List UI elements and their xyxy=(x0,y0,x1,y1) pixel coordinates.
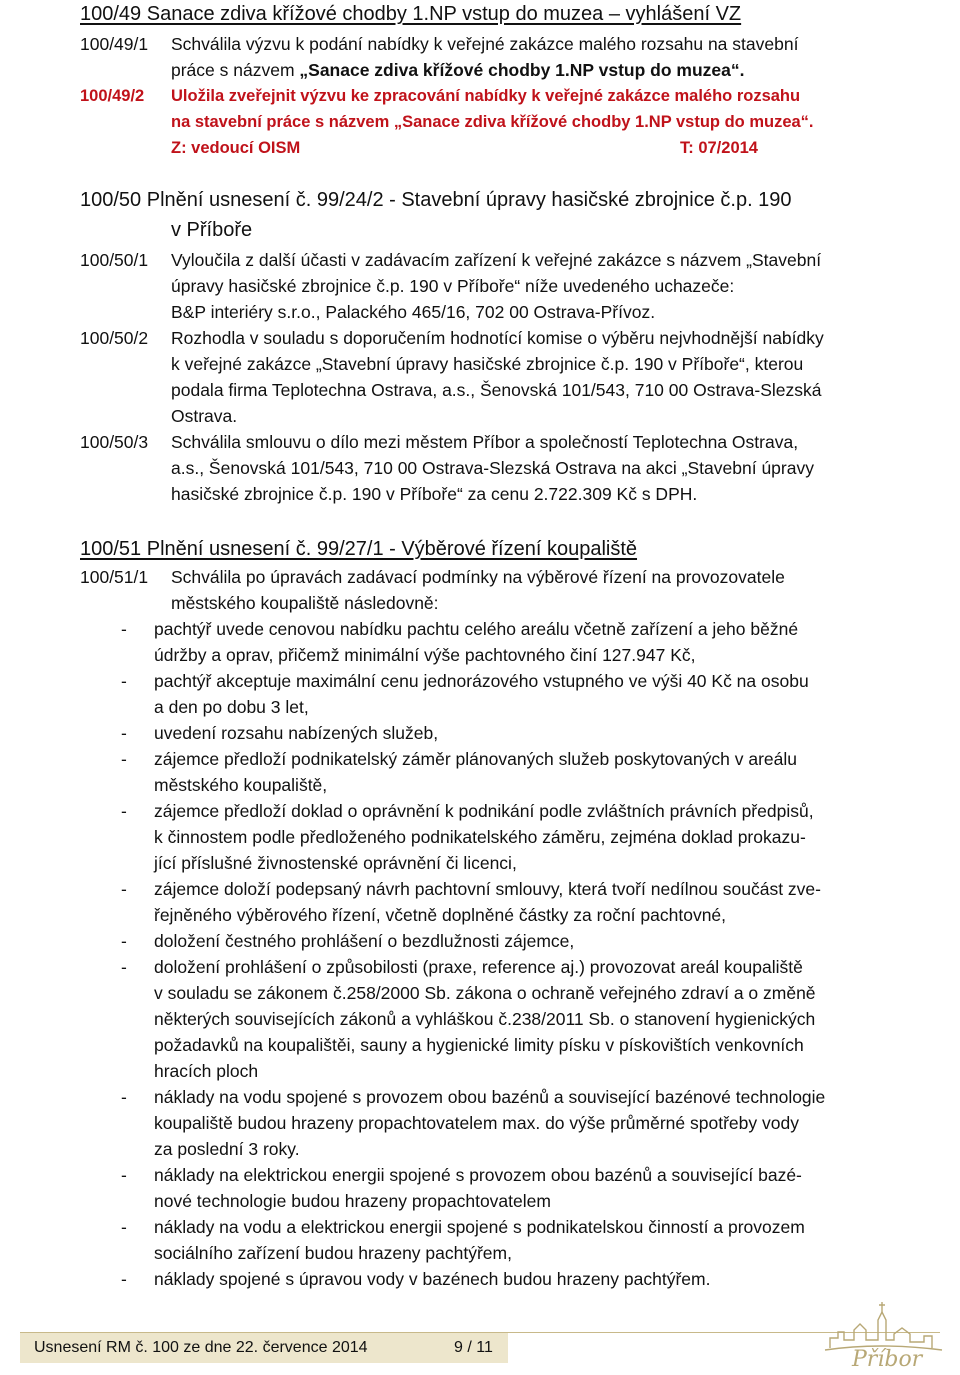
list-item-dash: - xyxy=(121,749,127,769)
item-text-100-50-2-line1: Rozhodla v souladu s doporučením hodnotící komise o výběru nejvhodnější nabídky xyxy=(171,328,824,348)
item-text-100-51-1-line1: Schválila po úpravách zadávací podmínky na výběrové řízení na provozovatele xyxy=(171,567,785,587)
town-silhouette-icon xyxy=(820,1290,950,1370)
list-item-text: nové technologie budou hrazeny propachtovatelem xyxy=(154,1191,551,1211)
item-number-100-50-1: 100/50/1 xyxy=(80,250,149,270)
list-item-text: a den po dobu 3 let, xyxy=(154,697,309,717)
list-item-text: náklady na elektrickou energii spojené s provozem obou bazénů a související bazé- xyxy=(154,1165,802,1185)
list-item-text: náklady na vodu a elektrickou energii spojené s podnikatelskou činností a provozem xyxy=(154,1217,805,1237)
section-title-100-49: 100/49 Sanace zdiva křížové chodby 1.NP vstup do muzea – vyhlášení VZ xyxy=(80,3,742,25)
list-item-text: k činnostem podle předloženého podnikatelského záměru, zejména doklad prokazu- xyxy=(154,827,806,847)
list-item-text: řejněného výběrového řízení, včetně doplněné částky za roční pachtovné, xyxy=(154,905,727,925)
list-item-dash: - xyxy=(121,879,127,899)
responsible-person: Z: vedoucí OISM xyxy=(171,139,301,157)
list-item-text: požadavků na koupalištěi, sauny a hygienické limity písku v pískovištích venkovních xyxy=(154,1035,804,1055)
item-text-100-50-3-line2: a.s., Šenovská 101/543, 710 00 Ostrava-Slezská Ostrava na akci „Stavební úpravy xyxy=(171,458,814,478)
footer-meeting-info: Usnesení RM č. 100 ze dne 22. července 2014 xyxy=(34,1339,368,1356)
list-item-text: sociálního zařízení budou hrazeny pachtýřem, xyxy=(154,1243,512,1263)
item-text-100-50-3-line3: hasičské zbrojnice č.p. 190 v Příboře“ za cenu 2.722.309 Kč s DPH. xyxy=(171,484,698,504)
list-item-dash: - xyxy=(121,801,127,821)
item-number-100-50-2: 100/50/2 xyxy=(80,328,149,348)
item-number-100-50-3: 100/50/3 xyxy=(80,432,149,452)
logo-text: Příbor xyxy=(852,1347,923,1370)
list-item-dash: - xyxy=(121,957,127,977)
list-item-text: městského koupaliště, xyxy=(154,775,328,795)
list-item-text: za poslední 3 roky. xyxy=(154,1139,300,1159)
list-item-dash: - xyxy=(121,671,127,691)
item-number-100-51-1: 100/51/1 xyxy=(80,567,149,587)
list-item-text: zájemce doloží podepsaný návrh pachtovní smlouvy, která tvoří nedílnou součást zve- xyxy=(154,879,821,899)
list-item-dash: - xyxy=(121,931,127,951)
item-number-100-49-1: 100/49/1 xyxy=(80,34,149,54)
list-item-dash: - xyxy=(121,1217,127,1237)
item-text-100-50-2-line4: Ostrava. xyxy=(171,406,238,426)
section-title-100-51: 100/51 Plnění usnesení č. 99/27/1 - Výběrové řízení koupaliště xyxy=(80,538,638,560)
list-item-text: uvedení rozsahu nabízených služeb, xyxy=(154,723,439,743)
section-title-100-50-line1: 100/50 Plnění usnesení č. 99/24/2 - Stavební úpravy hasičské zbrojnice č.p. 190 xyxy=(80,189,792,211)
list-item-dash: - xyxy=(121,1269,127,1289)
list-item-text: náklady na vodu spojené s provozem obou bazénů a související bazénové technologie xyxy=(154,1087,826,1107)
list-item-text: zájemce předloží doklad o oprávnění k podnikání podle zvláštních právních předpisů, xyxy=(154,801,814,821)
list-item-dash: - xyxy=(121,1087,127,1107)
list-item-text: zájemce předloží podnikatelský záměr plánovaných služeb poskytovaných v areálu xyxy=(154,749,797,769)
list-item-text: doložení čestného prohlášení o bezdlužnosti zájemce, xyxy=(154,931,575,951)
list-item-text: některých souvisejících zákonů a vyhláškou č.238/2011 Sb. o stanovení hygienických xyxy=(154,1009,816,1029)
item-text-100-49-1-prefix: práce s názvem xyxy=(171,60,300,80)
item-text-100-50-1-line2: úpravy hasičské zbrojnice č.p. 190 v Příboře“ níže uvedeného uchazeče: xyxy=(171,276,735,296)
list-item-dash: - xyxy=(121,619,127,639)
item-text-100-50-2-line2: k veřejné zakázce „Stavební úpravy hasičské zbrojnice č.p. 190 v Příboře“, kterou xyxy=(171,354,804,374)
list-item-dash: - xyxy=(121,723,127,743)
list-item-text: hracích ploch xyxy=(154,1061,259,1081)
footer-page-number: 9 / 11 xyxy=(454,1339,493,1356)
item-text-100-49-2-line2: na stavební práce s názvem „Sanace zdiva křížové chodby 1.NP vstup do muzea“. xyxy=(171,113,814,131)
pribor-logo xyxy=(820,1290,950,1370)
list-item-text: pachtýř akceptuje maximální cenu jednorázového vstupného ve výši 40 Kč na osobu xyxy=(154,671,809,691)
list-item-text: doložení prohlášení o způsobilosti (praxe, reference aj.) provozovat areál koupaliště xyxy=(154,957,803,977)
section-title-100-50-line2: v Příboře xyxy=(171,219,253,241)
item-number-100-49-2: 100/49/2 xyxy=(80,87,145,105)
list-item-text: koupaliště budou hrazeny propachtovatelem max. do výše průměrné spotřeby vody xyxy=(154,1113,799,1133)
item-text-100-49-1-line1: Schválila výzvu k podání nabídky k veřejné zakázce malého rozsahu na stavební xyxy=(171,34,799,54)
deadline: T: 07/2014 xyxy=(680,139,758,157)
item-text-100-50-1-line3: B&P interiéry s.r.o., Palackého 465/16, 702 00 Ostrava-Přívoz. xyxy=(171,302,656,322)
list-item-text: náklady spojené s úpravou vody v bazénech budou hrazeny pachtýřem. xyxy=(154,1269,711,1289)
item-text-100-49-1-line2 xyxy=(171,57,745,83)
list-item-dash: - xyxy=(121,1165,127,1185)
item-text-100-50-3-line1: Schválila smlouvu o dílo mezi městem Příbor a společností Teplotechna Ostrava, xyxy=(171,432,799,452)
list-item-text: v souladu se zákonem č.258/2000 Sb. zákona o ochraně veřejného zdraví a o změně xyxy=(154,983,816,1003)
list-item-text: jící příslušné živnostenské oprávnění či licenci, xyxy=(154,853,517,873)
list-item-text: údržby a oprav, přičemž minimální výše pachtovného činí 127.947 Kč, xyxy=(154,645,696,665)
item-text-100-50-2-line3: podala firma Teplotechna Ostrava, a.s., Šenovská 101/543, 710 00 Ostrava-Slezská xyxy=(171,380,822,400)
list-item-text: pachtýř uvede cenovou nabídku pachtu celého areálu včetně zařízení a jeho běžné xyxy=(154,619,799,639)
item-text-100-51-1-line2: městského koupaliště následovně: xyxy=(171,593,439,613)
item-text-100-49-1-title: „Sanace zdiva křížové chodby 1.NP vstup do muzea“. xyxy=(299,60,745,80)
item-text-100-50-1-line1: Vyloučila z další účasti v zadávacím zařízení k veřejné zakázce s názvem „Stavební xyxy=(171,250,822,270)
item-text-100-49-2-line1: Uložila zveřejnit výzvu ke zpracování nabídky k veřejné zakázce malého rozsahu xyxy=(171,87,801,105)
